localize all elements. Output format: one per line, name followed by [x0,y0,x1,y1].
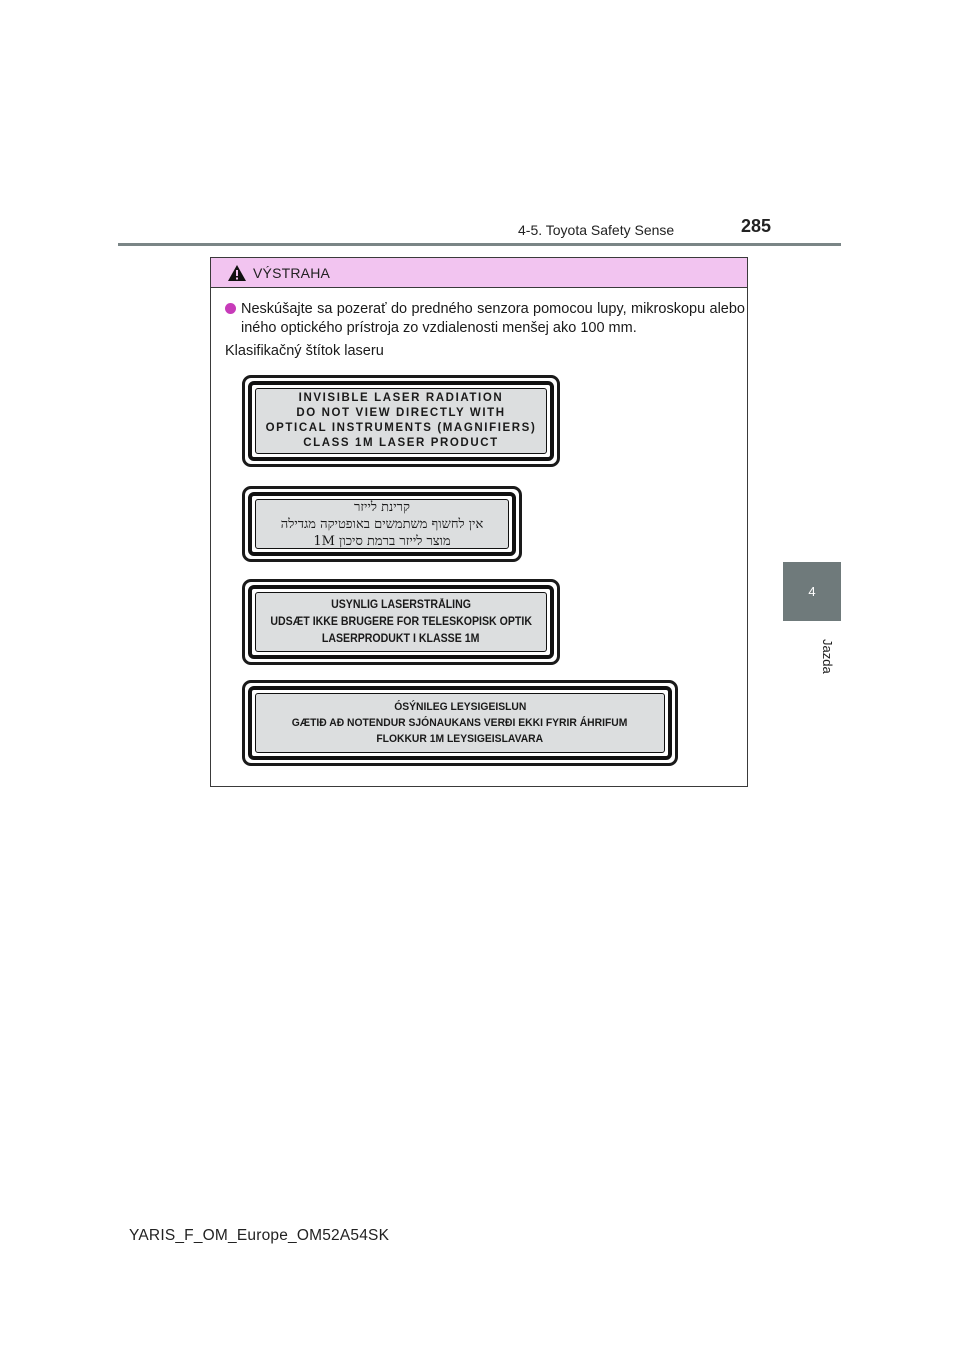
label-line: FLOKKUR 1M LEYSIGEISLAVARA [376,733,544,745]
label-line: INVISIBLE LASER RADIATION [298,392,504,404]
warning-bullet-text: Neskúšajte sa pozerať do predného senzora pomocou lupy, mikroskopu alebo iného optického prístroja zo vzdialenosti menšej ako 100 mm. [241,301,745,336]
header-divider [118,243,841,246]
label-line: DO NOT VIEW DIRECTLY WITH [296,407,506,419]
label-line: LASERPRODUKT I KLASSE 1M [322,632,480,645]
document-id: YARIS_F_OM_Europe_OM52A54SK [129,1227,390,1244]
label-line: GÆTIÐ AÐ NOTENDUR SJÓNAUKANS VERÐI EKKI FYRIR ÁHRIFUM [292,717,628,729]
warning-bullet [225,300,745,338]
laser-label-hebrew [242,486,522,562]
section-title: 4-5. Toyota Safety Sense [518,222,675,238]
laser-label-icelandic [242,680,678,766]
warning-header [211,258,747,288]
label-line: USYNLIG LASERSTRÅLING [331,598,471,611]
warning-triangle-icon [227,264,247,282]
label-line: אין לחשוף משתמשים באופטיקה מגדילה [280,516,484,532]
bullet-dot-icon [225,303,236,314]
label-line: CLASS 1M LASER PRODUCT [303,437,499,449]
chapter-tab [783,562,841,621]
laser-label-danish [242,579,560,665]
laser-label-english [242,375,560,467]
page-number: 285 [741,216,772,236]
chapter-name: Jazda [820,638,835,674]
label-line: OPTICAL INSTRUMENTS (MAGNIFIERS) [265,422,537,434]
label-line: UDSÆT IKKE BRUGERE FOR TELESKOPISK OPTIK [270,615,532,628]
warning-title: VÝSTRAHA [253,264,331,281]
label-line: מוצר לייזר ברמת סיכון 1M [313,533,451,549]
label-caption: Klasifikačný štítok laseru [225,343,384,359]
label-line: קרינת לייזר [354,499,410,515]
chapter-number: 4 [808,584,816,599]
label-line: ÓSÝNILEG LEYSIGEISLUN [393,701,527,713]
